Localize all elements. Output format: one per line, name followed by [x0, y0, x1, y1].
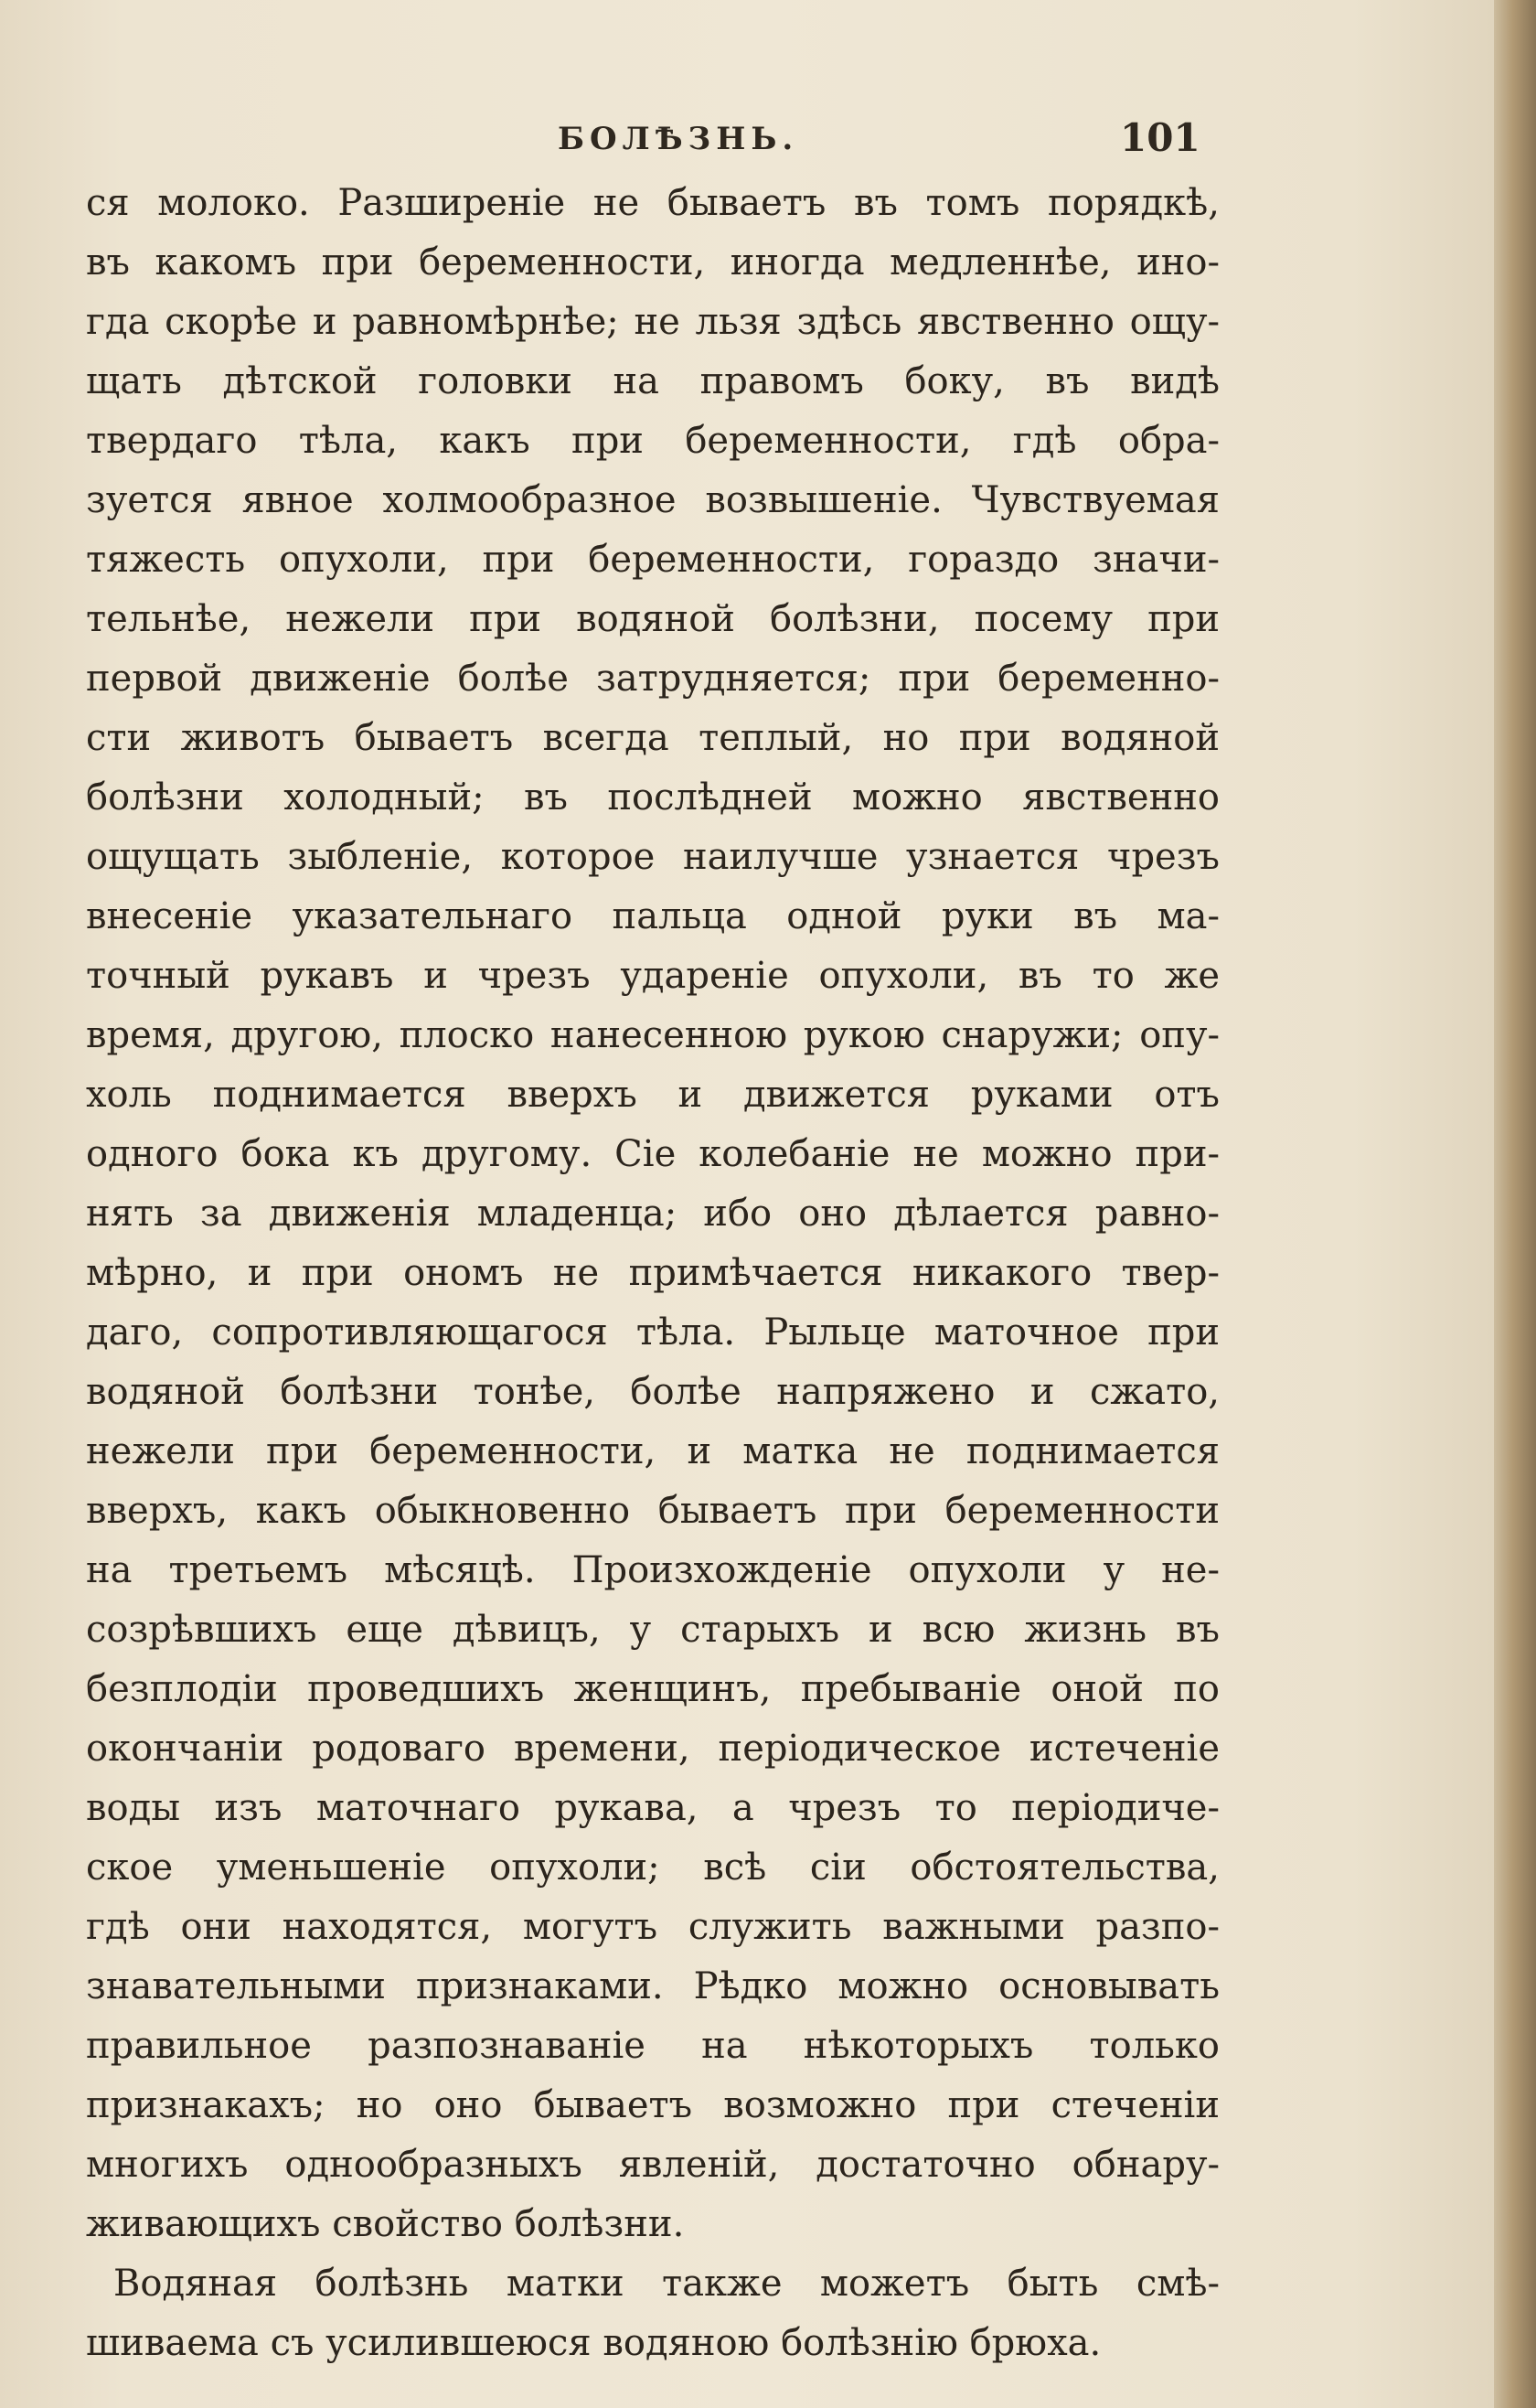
page-edge-shadow — [1494, 0, 1536, 2408]
text-line: болѣзни холодный; въ послѣдней можно явственно — [86, 776, 1220, 819]
text-line: точный рукавъ и чрезъ удареніе опухоли, въ то же — [86, 955, 1220, 997]
text-line: холь поднимается вверхъ и движется руками отъ — [86, 1074, 1220, 1116]
paragraph-end-line: живающихъ свойство болѣзни. — [86, 2203, 685, 2245]
text-line: въ какомъ при беременности, иногда медленнѣе, ино- — [86, 241, 1220, 284]
text-line: зуется явное холмообразное возвышеніе. Чувствуемая — [86, 479, 1220, 521]
text-line: вверхъ, какъ обыкновенно бываетъ при беременности — [86, 1490, 1220, 1532]
text-line: водяной болѣзни тонѣе, болѣе напряжено и сжато, — [86, 1371, 1220, 1413]
text-line: нять за движенія младенца; ибо оно дѣлается равно- — [86, 1193, 1220, 1235]
body-text — [86, 174, 1220, 2373]
text-line: сти животъ бываетъ всегда теплый, но при водяной — [86, 717, 1220, 759]
page-header — [0, 108, 1536, 163]
text-line: внесеніе указательнаго пальца одной руки въ ма- — [86, 895, 1220, 937]
text-line: безплодіи проведшихъ женщинъ, пребываніе оной по — [86, 1668, 1220, 1710]
text-line: время, другою, плоско нанесенною рукою снаружи; опу- — [86, 1014, 1220, 1056]
text-line: одного бока къ другому. Сіе колебаніе не можно при- — [86, 1133, 1220, 1175]
running-title: БОЛѢЗНЬ. — [558, 121, 799, 157]
text-line: гдѣ они находятся, могутъ служить важными разпо- — [86, 1906, 1220, 1948]
paragraph-start-line: Водяная болѣзнь матки также можетъ быть смѣ- — [113, 2263, 1220, 2305]
text-line: даго, сопротивляющагося тѣла. Рыльце маточное при — [86, 1311, 1220, 1354]
text-line: правильное разпознаваніе на нѣкоторыхъ только — [86, 2025, 1220, 2067]
text-line: тяжесть опухоли, при беременности, гораздо значи- — [86, 539, 1220, 581]
text-line: гда скорѣе и равномѣрнѣе; не льзя здѣсь явственно ощу- — [86, 301, 1220, 343]
text-line: знавательными признаками. Рѣдко можно основывать — [86, 1965, 1220, 2007]
text-line: созрѣвшихъ еще дѣвицъ, у старыхъ и всю жизнь въ — [86, 1609, 1220, 1651]
text-line: щать дѣтской головки на правомъ боку, въ видѣ — [86, 360, 1220, 402]
text-line: воды изъ маточнаго рукава, а чрезъ то періодиче- — [86, 1787, 1220, 1829]
text-line: на третьемъ мѣсяцѣ. Произхожденіе опухоли у не- — [86, 1549, 1220, 1591]
page-number: 101 — [1120, 115, 1200, 160]
text-line: многихъ однообразныхъ явленій, достаточно обнару- — [86, 2144, 1220, 2186]
paragraph-end-line: шиваема съ усилившеюся водяною болѣзнію брюха. — [86, 2322, 1102, 2364]
text-line: тельнѣе, нежели при водяной болѣзни, посему при — [86, 598, 1220, 640]
text-line: ское уменьшеніе опухоли; всѣ сіи обстоятельства, — [86, 1846, 1220, 1889]
text-line: ся молоко. Разширеніе не бываетъ въ томъ порядкѣ, — [86, 182, 1220, 224]
text-line: ощущать зыбленіе, которое наилучше узнается чрезъ — [86, 836, 1220, 878]
text-line: окончаніи родоваго времени, періодическое истеченіе — [86, 1728, 1220, 1770]
text-line: нежели при беременности, и матка не поднимается — [86, 1430, 1220, 1472]
text-line: первой движеніе болѣе затрудняется; при беременно- — [86, 658, 1220, 700]
text-line: мѣрно, и при ономъ не примѣчается никакого твер- — [86, 1252, 1220, 1294]
text-line: твердаго тѣла, какъ при беременности, гдѣ обра- — [86, 420, 1220, 462]
text-line: признакахъ; но оно бываетъ возможно при стеченіи — [86, 2084, 1220, 2126]
